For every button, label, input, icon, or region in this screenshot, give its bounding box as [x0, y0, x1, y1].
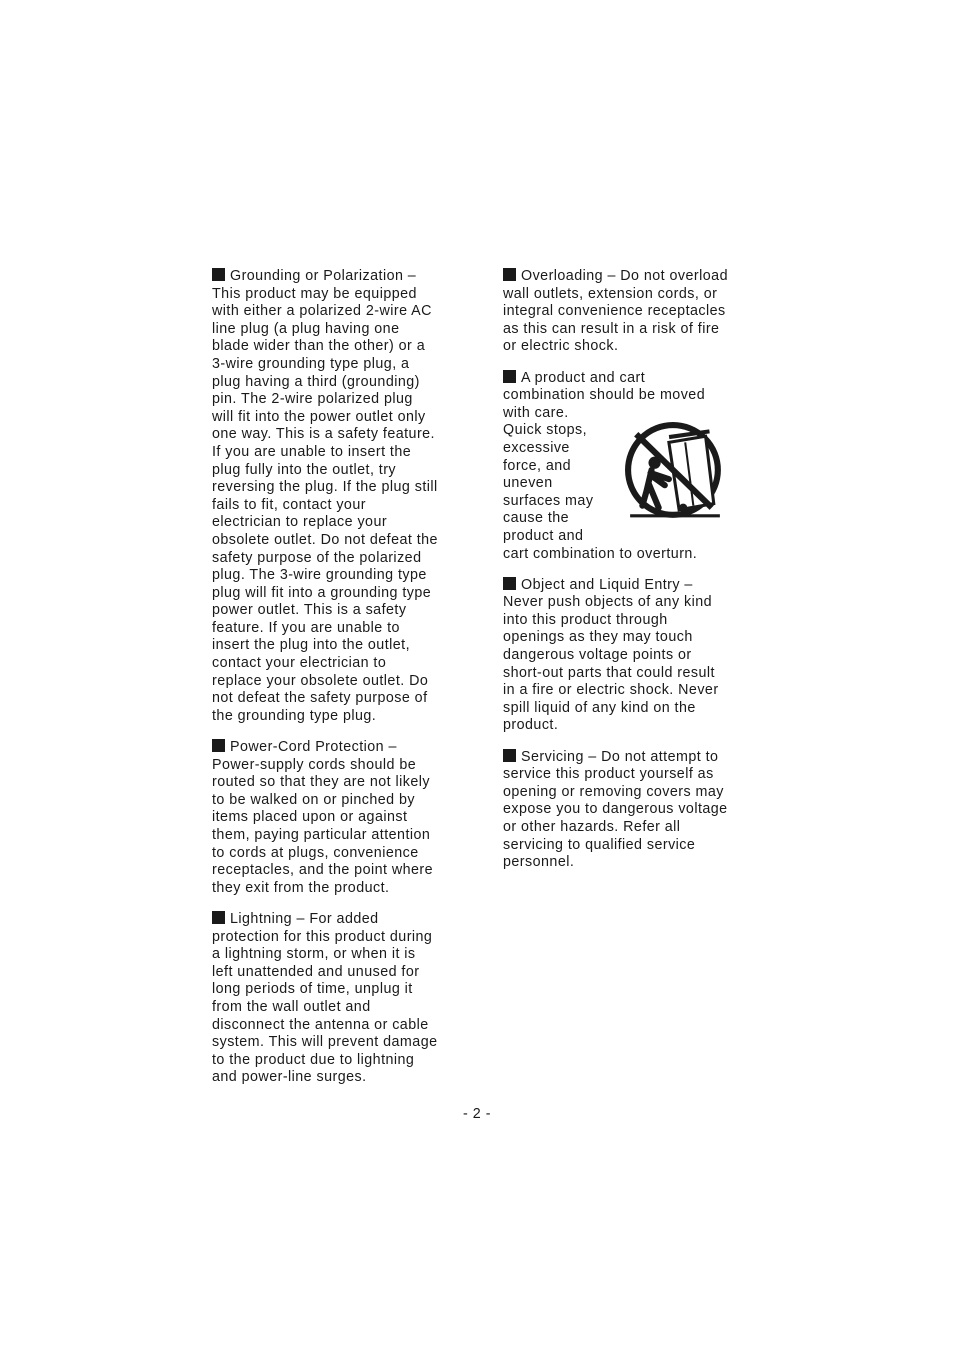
text-line — [212, 497, 458, 515]
text-line-content: to be walked on or pinched by — [212, 791, 416, 808]
text-line-content: plug will fit into a grounding type — [212, 584, 432, 601]
text-line-content: line plug (a plug having one — [212, 320, 400, 337]
text-line-content: to the product due to lightning — [212, 1051, 415, 1068]
text-line-content: with care. — [503, 404, 569, 421]
text-line — [212, 845, 458, 863]
object-liquid-entry-item — [503, 577, 749, 735]
text-line — [503, 268, 749, 286]
text-line-content: or electric shock. — [503, 338, 619, 355]
text-line — [503, 528, 749, 546]
text-line-content: Servicing – Do not attempt to — [521, 748, 719, 765]
cart-caution-item — [503, 370, 749, 564]
text-line-content: replace your obsolete outlet. Do — [212, 672, 429, 689]
text-line — [503, 338, 749, 356]
text-line — [503, 647, 749, 665]
text-line — [212, 444, 458, 462]
text-line-content: insert the plug into the outlet, — [212, 637, 410, 654]
text-line — [503, 321, 749, 339]
text-line-content: 3-wire grounding type plug, a — [212, 355, 410, 372]
text-line-content: expose you to dangerous voltage — [503, 801, 728, 818]
text-line — [503, 577, 749, 595]
text-line-content: receptacles, and the point where — [212, 862, 434, 879]
text-line — [503, 594, 749, 612]
text-line — [212, 620, 458, 638]
text-line-content: servicing to qualified service — [503, 836, 696, 853]
text-line — [212, 356, 458, 374]
text-line — [212, 391, 458, 409]
text-line-content: safety purpose of the polarized — [212, 549, 422, 566]
text-line-content: force, and — [503, 457, 572, 474]
text-line — [503, 546, 749, 564]
text-line-content: or other hazards. Refer all — [503, 819, 681, 835]
text-line-content: will fit into the power outlet only — [212, 408, 426, 425]
text-line-content: one way. This is a safety feature. — [212, 426, 435, 443]
text-line — [503, 717, 749, 735]
page-number: - 2 - — [463, 1106, 491, 1122]
text-line — [212, 739, 458, 757]
text-line — [503, 749, 749, 767]
text-line — [212, 321, 458, 339]
text-line — [212, 550, 458, 568]
lightning-item — [212, 911, 458, 1087]
text-line — [212, 911, 458, 929]
text-line — [212, 567, 458, 585]
text-line-content: product. — [503, 717, 559, 734]
text-line — [212, 1017, 458, 1035]
text-line — [212, 946, 458, 964]
text-line-content: personnel. — [503, 854, 575, 871]
text-line — [503, 303, 749, 321]
text-line — [503, 682, 749, 700]
text-line — [212, 637, 458, 655]
text-line-content: plug. The 3-wire grounding type — [212, 567, 427, 584]
text-line — [212, 827, 458, 845]
text-line — [212, 514, 458, 532]
cart-tipover-warning-icon — [624, 422, 726, 524]
text-line — [503, 612, 749, 630]
text-line-content: Quick stops, — [503, 422, 588, 439]
text-line-content: a lightning storm, or when it is — [212, 946, 416, 963]
text-line — [503, 784, 749, 802]
text-line-content: blade wider than the other) or a — [212, 338, 426, 355]
text-line-content: as this can result in a risk of fire — [503, 320, 720, 337]
text-line — [212, 655, 458, 673]
text-line-content: with either a polarized 2-wire AC — [212, 303, 432, 320]
text-line — [503, 286, 749, 304]
bullet-square-icon — [503, 577, 516, 590]
bullet-square-icon — [212, 911, 225, 924]
text-line-content: from the wall outlet and — [212, 998, 371, 1015]
text-line-content: them, paying particular attention — [212, 827, 431, 843]
text-line-content: obsolete outlet. Do not defeat the — [212, 531, 438, 548]
text-line-content: plug fully into the outlet, try — [212, 461, 397, 478]
text-line-content: Never push objects of any kind — [503, 594, 713, 611]
text-line — [212, 585, 458, 603]
text-line-content: fails to fit, contact your — [212, 496, 366, 513]
text-line-content: combination should be moved — [503, 387, 706, 404]
text-line — [212, 774, 458, 792]
right-column — [503, 268, 749, 885]
left-column — [212, 268, 458, 1101]
text-line-content: cart combination to overturn. — [503, 545, 698, 562]
text-line — [212, 708, 458, 726]
bullet-square-icon — [212, 268, 225, 281]
text-line-content: pin. The 2-wire polarized plug — [212, 391, 413, 408]
text-line-content: protection for this product during — [212, 928, 433, 945]
text-line — [503, 837, 749, 855]
text-line-content: If you are unable to insert the — [212, 443, 412, 460]
power-cord-protection-item — [212, 739, 458, 897]
text-line-content: items placed upon or against — [212, 809, 408, 826]
text-line-content: power outlet. This is a safety — [212, 602, 407, 619]
text-line-content: plug having a third (grounding) — [212, 373, 420, 390]
text-line-content: Power-Cord Protection – — [230, 739, 397, 756]
text-line-content: Object and Liquid Entry – — [521, 576, 693, 593]
text-line-content: electrician to replace your — [212, 514, 388, 531]
text-line — [212, 673, 458, 691]
text-line-content: opening or removing covers may — [503, 783, 724, 800]
text-line — [212, 1069, 458, 1087]
text-line — [212, 964, 458, 982]
text-line-content: not defeat the safety purpose of — [212, 690, 428, 707]
bullet-square-icon — [503, 268, 516, 281]
text-line — [212, 880, 458, 898]
text-line-content: routed so that they are not likely — [212, 774, 430, 791]
bullet-square-icon — [503, 749, 516, 762]
text-line — [503, 801, 749, 819]
text-line-content: integral convenience receptacles — [503, 303, 726, 320]
text-line — [212, 338, 458, 356]
text-line — [212, 602, 458, 620]
text-line-content: openings as they may touch — [503, 629, 693, 646]
text-line — [212, 462, 458, 480]
text-line-content: A product and cart — [521, 369, 646, 386]
text-line-content: product and — [503, 527, 584, 544]
text-line — [212, 929, 458, 947]
text-line — [503, 819, 749, 837]
text-line-content: into this product through — [503, 611, 668, 628]
text-line — [503, 370, 749, 388]
servicing-item — [503, 749, 749, 872]
text-line — [212, 1052, 458, 1070]
text-line-content: they exit from the product. — [212, 879, 390, 896]
bullet-square-icon — [503, 370, 516, 383]
text-line — [212, 409, 458, 427]
bullet-square-icon — [212, 739, 225, 752]
text-line — [503, 854, 749, 872]
text-line — [503, 629, 749, 647]
text-line — [212, 690, 458, 708]
overloading-item — [503, 268, 749, 356]
text-line-content: Power-supply cords should be — [212, 756, 417, 773]
text-line-content: surfaces may — [503, 492, 594, 509]
text-line — [212, 303, 458, 321]
text-line — [503, 665, 749, 683]
text-line-content: dangerous voltage points or — [503, 647, 692, 664]
text-line-content: feature. If you are unable to — [212, 619, 400, 636]
text-line — [212, 757, 458, 775]
text-line — [212, 479, 458, 497]
text-line-content: reversing the plug. If the plug still — [212, 479, 438, 496]
text-line-content: This product may be equipped — [212, 285, 417, 302]
grounding-polarization-item — [212, 268, 458, 725]
text-line — [212, 426, 458, 444]
text-line-content: long periods of time, unplug it — [212, 981, 413, 998]
text-line — [212, 286, 458, 304]
text-line — [212, 981, 458, 999]
text-line — [212, 809, 458, 827]
text-line — [503, 405, 749, 423]
text-line-content: and power-line surges. — [212, 1069, 367, 1086]
text-line-content: Grounding or Polarization – — [230, 268, 417, 284]
text-line-content: contact your electrician to — [212, 655, 387, 672]
text-line-content: service this product yourself as — [503, 766, 714, 783]
text-line-content: spill liquid of any kind on the — [503, 699, 696, 716]
text-line — [212, 862, 458, 880]
text-line — [212, 999, 458, 1017]
text-line-content: Lightning – For added — [230, 910, 379, 927]
text-line — [212, 374, 458, 392]
text-line-content: to cords at plugs, convenience — [212, 844, 419, 861]
text-line — [503, 387, 749, 405]
text-line-content: cause the — [503, 510, 570, 527]
text-line-content: left unattended and unused for — [212, 963, 420, 980]
text-line-content: the grounding type plug. — [212, 707, 377, 724]
text-line-content: in a fire or electric shock. Never — [503, 682, 719, 699]
text-line-content: excessive — [503, 439, 570, 456]
text-line — [212, 792, 458, 810]
text-line — [212, 1034, 458, 1052]
text-line — [212, 532, 458, 550]
text-line-content: disconnect the antenna or cable — [212, 1016, 429, 1033]
text-line-content: Overloading – Do not overload — [521, 268, 728, 284]
text-line — [503, 766, 749, 784]
text-line — [212, 268, 458, 286]
text-line-content: system. This will prevent damage — [212, 1034, 438, 1051]
text-line — [503, 700, 749, 718]
text-line-content: uneven — [503, 475, 553, 492]
text-line-content: short-out parts that could result — [503, 664, 715, 681]
text-line-content: wall outlets, extension cords, or — [503, 285, 718, 302]
